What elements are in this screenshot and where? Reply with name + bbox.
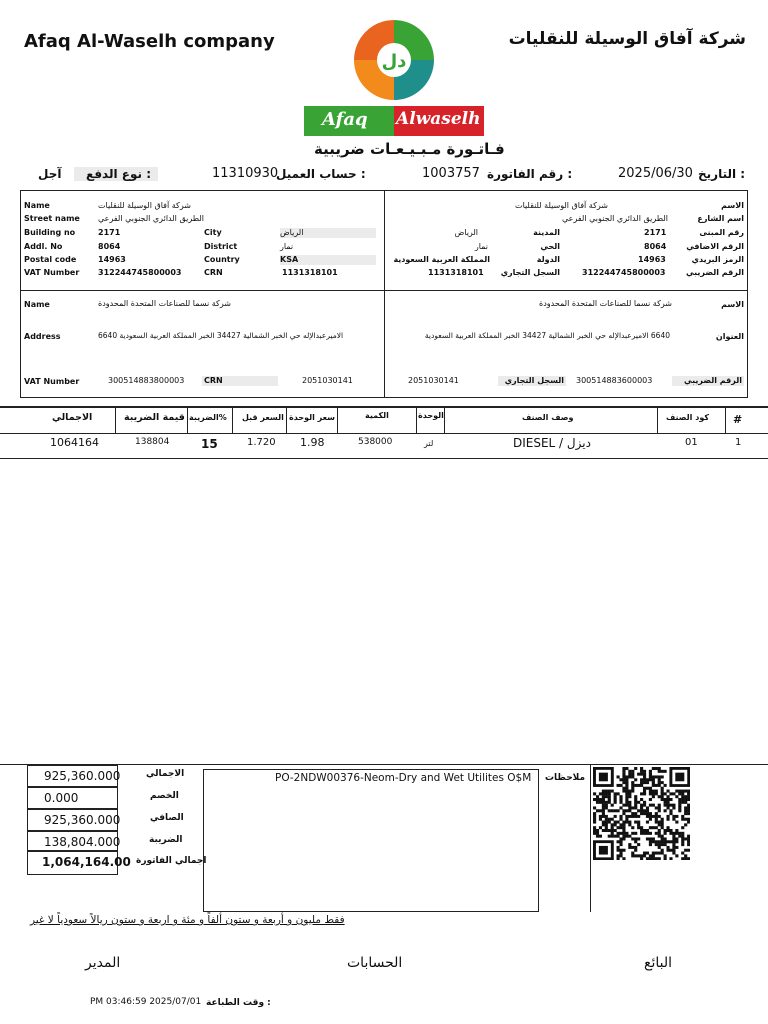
logo-mark-icon xyxy=(304,14,484,106)
row-tax-pct: 15 xyxy=(201,437,218,451)
notes-text: PO-2NDW00376-Neom-Dry and Wet Utilites O$M xyxy=(275,772,532,784)
tax-total-value: 138,804.000 xyxy=(27,831,118,851)
seller-city: الرياض xyxy=(280,228,376,238)
row-desc: DIESEL / ديزل xyxy=(513,436,591,450)
seller-country-ar: المملكة العربية السعودية xyxy=(393,255,490,264)
col-header-desc: وصف الصنف xyxy=(522,413,574,422)
print-time-label: وقت الطباعة : xyxy=(206,998,271,1008)
seller-postal: 14963 xyxy=(98,255,126,264)
company-name-en: Afaq Al-Waselh company xyxy=(24,31,275,52)
buyer-address: 6640 الاميرعبدالإله حي الخبر الشمالية 34427 الخبر المملكة العربية السعودية xyxy=(98,331,344,340)
seller-street-label-ar: اسم الشارع xyxy=(697,214,744,223)
row-code: 01 xyxy=(685,437,698,448)
buyer-crn-label-ar: السجل التجاري xyxy=(498,376,566,386)
total-value: 925,360.000 xyxy=(27,765,118,787)
grand-total-value: 1,064,164.00 xyxy=(27,851,118,875)
seller-building: 2171 xyxy=(98,228,121,237)
col-header-tax-value: قيمة الضريبة xyxy=(124,412,185,423)
total-label: الاجمالي xyxy=(146,769,185,779)
col-header-idx: # xyxy=(733,413,743,426)
notes-box xyxy=(203,769,539,912)
signature-seller: البائع xyxy=(644,955,672,971)
buyer-name-label-ar: الاسم xyxy=(721,300,744,309)
logo-text-left: Afaq xyxy=(322,109,368,130)
col-header-unit-price: سعر الوحدة xyxy=(289,413,336,422)
buyer-crn: 2051030141 xyxy=(302,376,353,385)
payment-type-label: نوع الدفع : xyxy=(74,167,158,181)
seller-district-ar: نمار xyxy=(474,242,488,251)
buyer-address-label: Address xyxy=(24,332,61,341)
seller-crn-label-ar: السجل التجاري xyxy=(500,268,560,277)
buyer-vat: 300514883800003 xyxy=(108,376,185,385)
amount-in-words: فقط مليون و أربعة و ستون ألفاً و مئة و اربعة و ستون ريالاً سعودياً لا غير xyxy=(30,914,345,926)
row-unit-price: 1.98 xyxy=(300,436,325,449)
invoice-number-label: رقم الفاتورة : xyxy=(487,167,573,181)
seller-street-ar: الطريق الدائري الجنوبي الفرعي xyxy=(562,214,668,223)
net-label: الصافي xyxy=(150,813,184,823)
col-header-qty: الكمية xyxy=(365,411,389,420)
grand-total-label: اجمالي الفاتورة xyxy=(136,856,207,866)
seller-vat-label: VAT Number xyxy=(24,268,80,277)
buyer-address-label-ar: العنوان xyxy=(715,332,744,341)
row-total: 1064164 xyxy=(50,436,99,449)
qr-code-icon xyxy=(593,767,690,860)
seller-postal-label: Postal code xyxy=(24,255,77,264)
row-idx: 1 xyxy=(735,437,742,448)
seller-city-ar: الرياض xyxy=(454,228,478,237)
seller-district-label: District xyxy=(204,242,238,251)
seller-name-label-ar: الاسم xyxy=(721,201,744,210)
seller-street: الطريق الدائري الجنوبي الفرعي xyxy=(98,214,204,223)
seller-vat: 312244745800003 xyxy=(98,268,182,277)
buyer-crn-label: CRN xyxy=(202,376,278,386)
col-header-total: الاجمالي xyxy=(52,412,93,423)
buyer-name-ar: شركة نسما للصناعات المتحدة المحدودة xyxy=(539,299,672,308)
seller-addl-label-ar: الرقم الاضافي xyxy=(686,242,744,251)
seller-building-label: Building no xyxy=(24,228,76,237)
seller-crn: 1131318101 xyxy=(282,268,338,277)
company-logo xyxy=(304,14,484,138)
row-tax-value: 138804 xyxy=(135,437,170,447)
col-header-code: كود الصنف xyxy=(666,413,709,422)
seller-district: نمار xyxy=(280,242,294,251)
seller-building-ar: 2171 xyxy=(644,228,667,237)
seller-district-label-ar: الحي xyxy=(540,242,560,251)
row-price-before: 1.720 xyxy=(247,437,276,448)
net-value: 925,360.000 xyxy=(27,809,118,831)
col-header-price-before: السعر قبل xyxy=(242,413,284,422)
invoice-number: 1003757 xyxy=(422,166,480,181)
signature-manager: المدير xyxy=(85,955,121,971)
customer-account: 11310930 xyxy=(212,166,279,181)
seller-vat-label-ar: الرقم الضريبي xyxy=(686,268,744,277)
seller-country: KSA xyxy=(280,255,376,265)
seller-name-ar: شركة آفاق الوسيلة للنقليات xyxy=(515,201,608,210)
logo-text-right: Alwaselh xyxy=(396,109,481,129)
seller-city-label-ar: المدينة xyxy=(533,228,560,237)
seller-city-label: City xyxy=(204,228,222,237)
buyer-name: شركة نسما للصناعات المتحدة المحدودة xyxy=(98,299,231,308)
seller-addl: 8064 xyxy=(98,242,121,251)
seller-name-label: Name xyxy=(24,201,50,210)
col-header-unit: الوحدة xyxy=(418,411,444,420)
logo-mark-text: دل xyxy=(381,51,407,72)
invoice-title: فـاتـورة مـبـيـعـات ضريبية xyxy=(314,140,505,158)
seller-addl-label: Addl. No xyxy=(24,242,63,251)
seller-crn-label: CRN xyxy=(204,268,223,277)
seller-postal-label-ar: الرمز البريدي xyxy=(691,255,744,264)
seller-addl-ar: 8064 xyxy=(644,242,667,251)
row-unit: لتر xyxy=(424,439,434,448)
discount-label: الخصم xyxy=(150,791,179,801)
buyer-vat-label: VAT Number xyxy=(24,377,80,386)
customer-account-label: حساب العميل : xyxy=(276,167,366,181)
seller-name: شركة آفاق الوسيلة للنقليات xyxy=(98,201,191,210)
seller-street-label: Street name xyxy=(24,214,80,223)
discount-value: 0.000 xyxy=(27,787,118,809)
seller-building-label-ar: رقم المبنى xyxy=(699,228,744,237)
seller-postal-ar: 14963 xyxy=(638,255,666,264)
row-qty: 538000 xyxy=(358,437,393,447)
buyer-crn-ar: 2051030141 xyxy=(408,376,459,385)
seller-vat-ar: 312244745800003 xyxy=(582,268,666,277)
company-name-ar: شركة آفاق الوسيلة للنقليات xyxy=(508,29,746,49)
payment-type: آجل xyxy=(38,167,62,181)
col-header-tax-pct: الضريبة% xyxy=(189,413,227,422)
print-time-value: PM 03:46:59 2025/07/01 xyxy=(90,997,202,1007)
buyer-name-label: Name xyxy=(24,300,50,309)
date-label: التاريخ : xyxy=(698,167,746,181)
buyer-address-ar: 6640 الاميرعبدالإله حي الخبر الشمالية 34427 الخبر المملكة العربية السعودية xyxy=(424,331,670,340)
signature-accounts: الحسابات xyxy=(347,955,403,971)
notes-label: ملاحظات xyxy=(545,773,586,783)
seller-country-label-ar: الدولة xyxy=(536,255,560,264)
seller-country-label: Country xyxy=(204,255,240,264)
buyer-vat-label-ar: الرقم الضريبي xyxy=(672,376,744,386)
tax-total-label: الضريبة xyxy=(149,835,183,845)
invoice-date: 2025/06/30 xyxy=(618,166,693,181)
buyer-vat-ar: 300514883600003 xyxy=(576,376,653,385)
seller-crn-ar: 1131318101 xyxy=(428,268,484,277)
